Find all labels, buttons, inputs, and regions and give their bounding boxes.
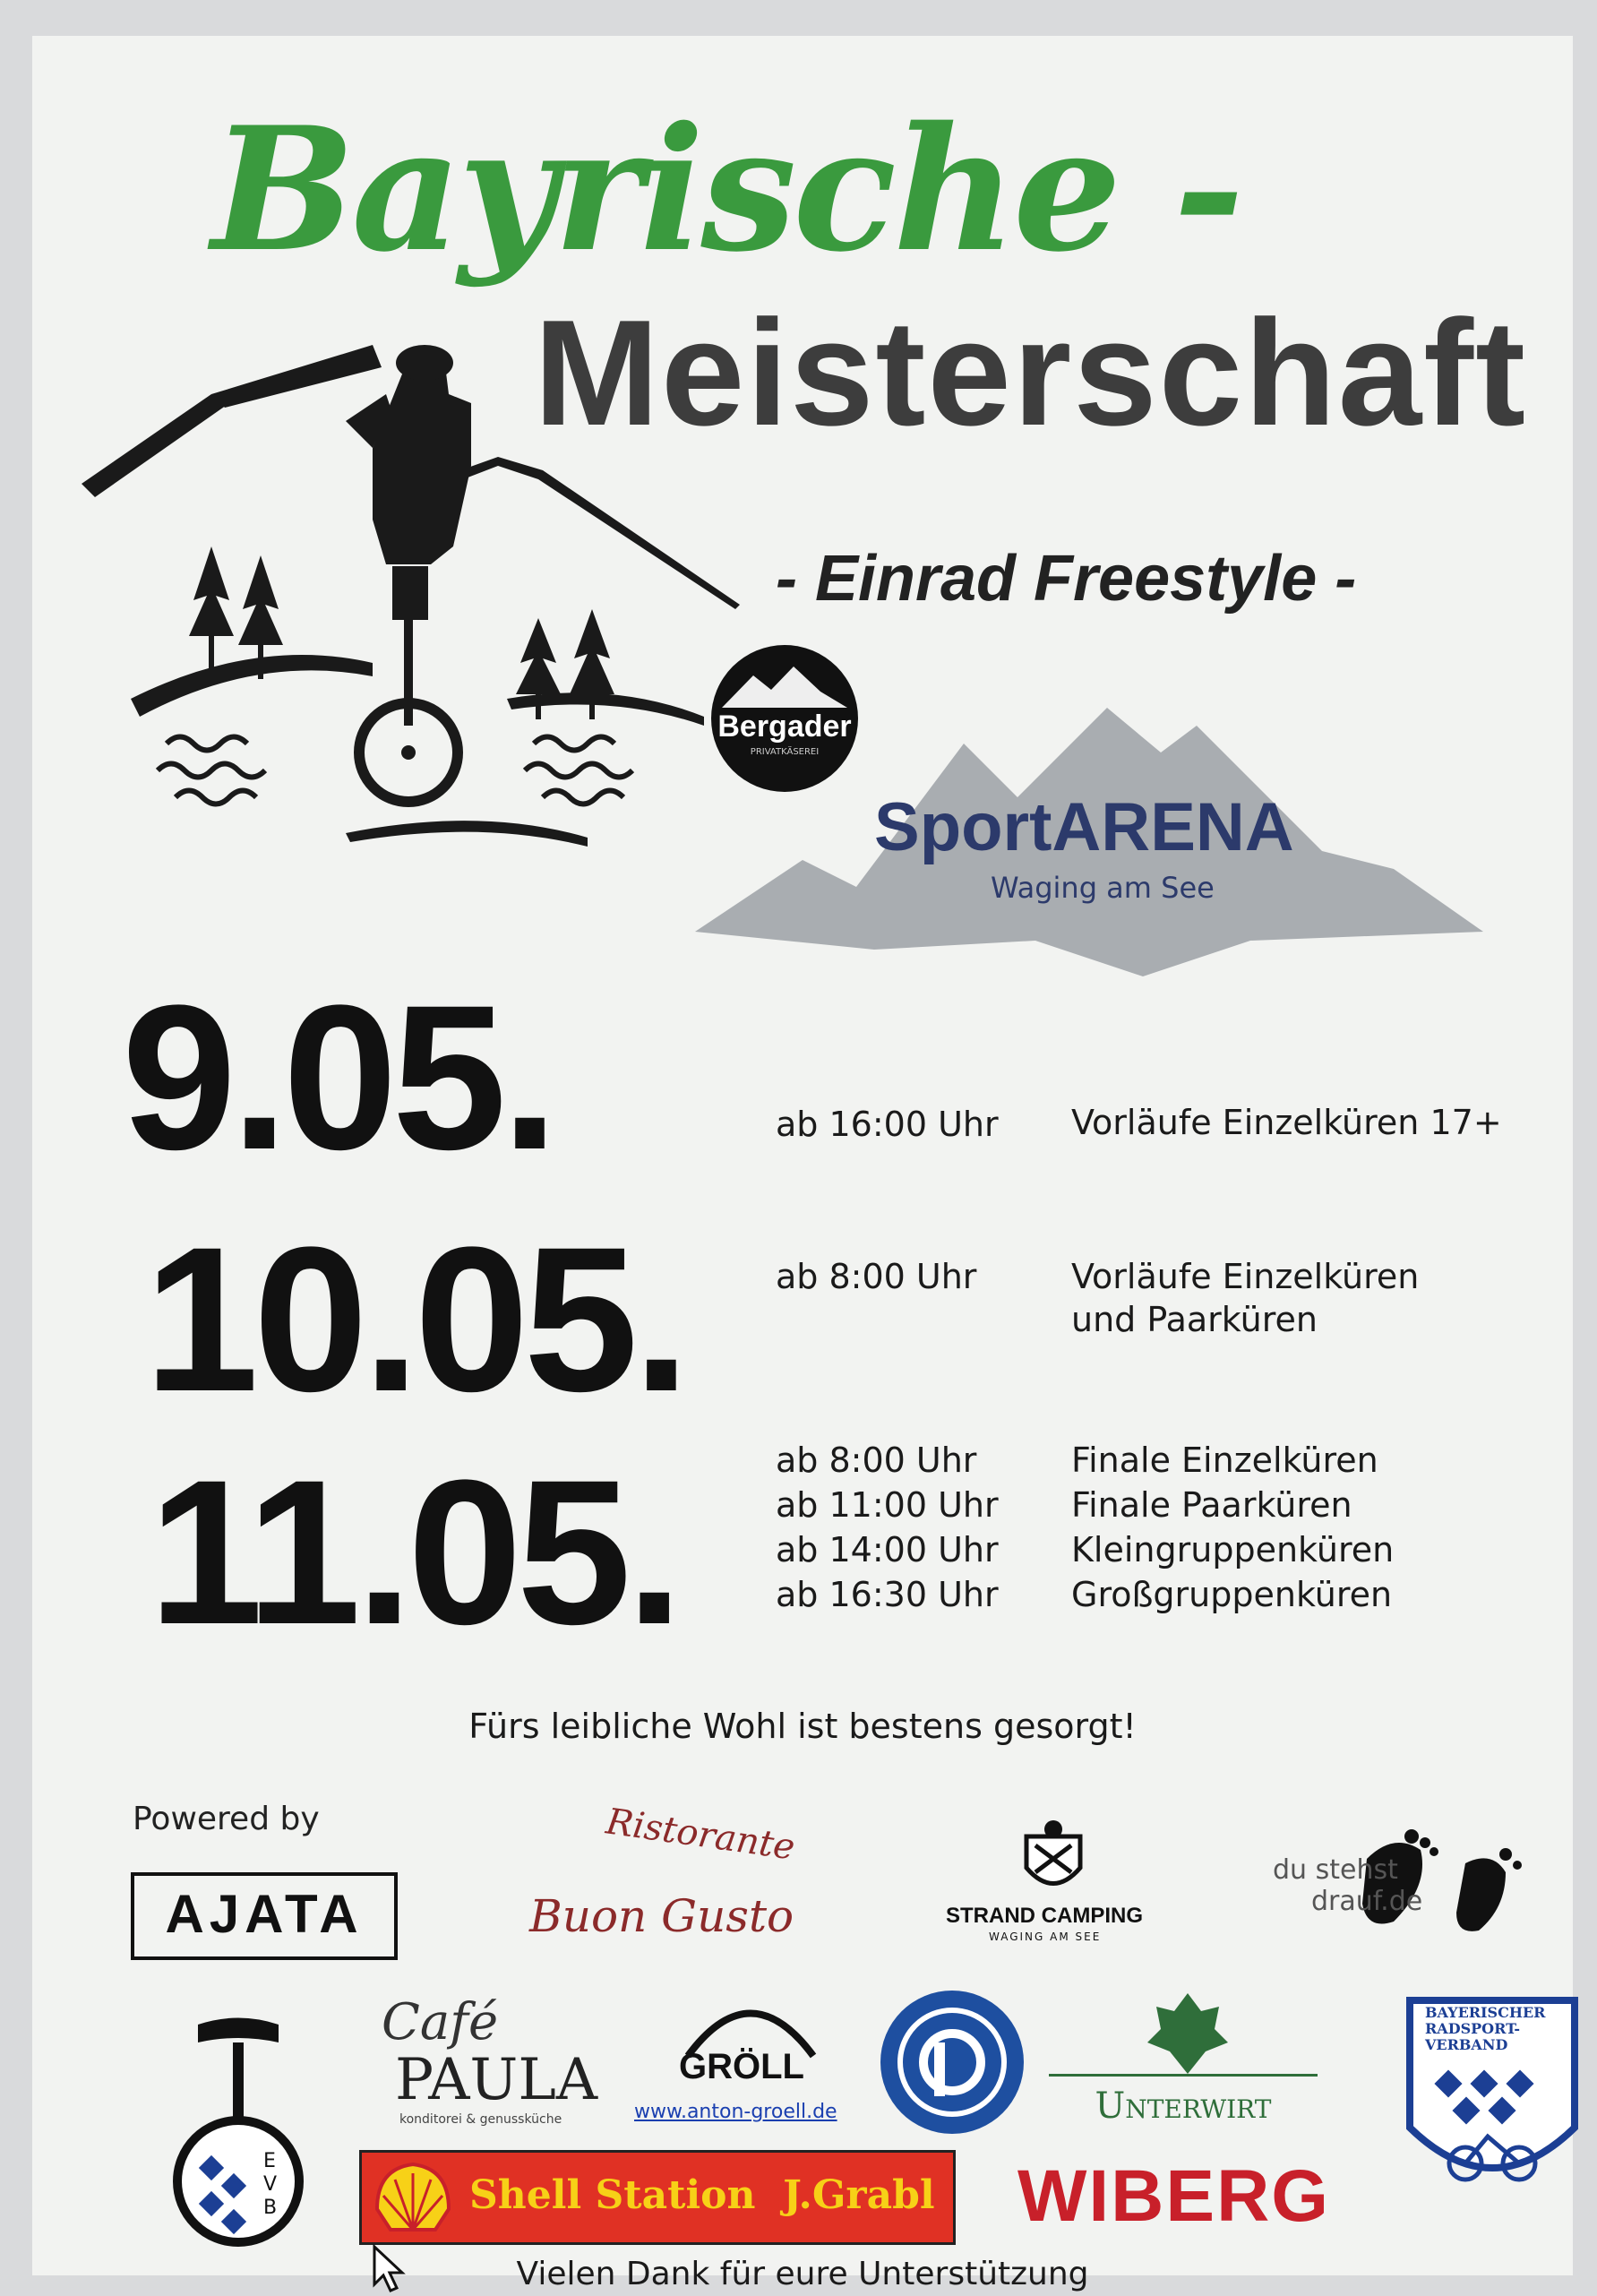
day-2-event-1: Vorläufe Einzelküren	[1071, 1257, 1420, 1296]
day-1-time-1: ab 16:00 Uhr	[776, 1105, 999, 1144]
day-3-time-1: ab 8:00 Uhr	[776, 1440, 977, 1480]
strand-camping-sub: WAGING AM SEE	[989, 1931, 1102, 1943]
paula-sub: konditorei & genussküche	[399, 2112, 562, 2127]
ajata-name: AJATA	[165, 1884, 364, 1944]
day-3-time-3: ab 14:00 Uhr	[776, 1530, 999, 1569]
sportarena-name: SportARENA	[874, 789, 1294, 865]
evb-letters: EVB	[263, 2150, 278, 2219]
dustehst-line-1: du stehst	[1273, 1854, 1398, 1886]
title-line-1: Bayrische -	[211, 90, 1241, 289]
strand-camping-name: STRAND CAMPING	[946, 1904, 1143, 1928]
unicyclist-illustration	[77, 340, 758, 869]
day-3-event-4: Großgruppenküren	[1071, 1575, 1393, 1614]
unterwirt-name: Unterwirt	[1095, 2085, 1272, 2127]
dustehst-line-2: drauf.de	[1311, 1886, 1423, 1917]
day-3-time-2: ab 11:00 Uhr	[776, 1485, 999, 1525]
catering-note: Fürs leibliche Wohl ist bestens gesorgt!	[468, 1707, 1137, 1746]
evb-unicycle-logo	[158, 2016, 319, 2249]
unterwirt-divider	[1049, 2074, 1318, 2077]
groell-url[interactable]: www.anton-groell.de	[634, 2101, 837, 2123]
date-day-1: 9.05.	[122, 962, 554, 1192]
groell-name: GRÖLL	[679, 2047, 804, 2086]
title-line-2: Meisterschaft	[534, 288, 1528, 457]
thanks-text: Vielen Dank für eure Unterstützung	[516, 2256, 1089, 2292]
buon-gusto-name: Buon Gusto	[529, 1890, 794, 1942]
ristorante-label: Ristorante	[603, 1801, 798, 1869]
day-2-time-1: ab 8:00 Uhr	[776, 1257, 977, 1296]
day-3-event-1: Finale Einzelküren	[1071, 1440, 1378, 1480]
bergader-name: Bergader	[717, 709, 852, 744]
wiberg-logo: WIBERG	[1017, 2155, 1331, 2237]
brv-name: BAYERISCHER RADSPORT-VERBAND	[1425, 2004, 1546, 2053]
day-2-event-2: und Paarküren	[1071, 1300, 1318, 1339]
day-3-time-4: ab 16:30 Uhr	[776, 1575, 999, 1614]
shell-station-name: Shell Station J.Grabl	[469, 2172, 935, 2218]
date-day-2: 10.05.	[144, 1204, 685, 1434]
shell-banner	[359, 2150, 956, 2245]
day-3-event-3: Kleingruppenküren	[1071, 1530, 1395, 1569]
bergader-sub: PRIVATKÄSEREI	[750, 747, 820, 757]
day-3-event-2: Finale Paarküren	[1071, 1485, 1352, 1525]
ajata-logo	[131, 1872, 398, 1960]
powered-by-label: Powered by	[133, 1801, 320, 1837]
poster	[32, 36, 1573, 2292]
cafe-label: Café	[382, 1993, 499, 2051]
date-day-3: 11.05.	[149, 1437, 678, 1667]
mouse-cursor-icon	[372, 2244, 408, 2293]
paula-name: PAULA	[395, 2047, 598, 2113]
event-subtitle: - Einrad Freestyle -	[776, 543, 1357, 615]
sportarena-location: Waging am See	[991, 871, 1215, 905]
shell-pecten-icon	[373, 2160, 453, 2235]
blue-round-logo	[879, 1989, 1026, 2137]
strand-camping-crest-icon	[1013, 1819, 1094, 1899]
day-1-event-1: Vorläufe Einzelküren 17+	[1071, 1103, 1502, 1142]
unterwirt-crest-icon	[1143, 1989, 1232, 2078]
